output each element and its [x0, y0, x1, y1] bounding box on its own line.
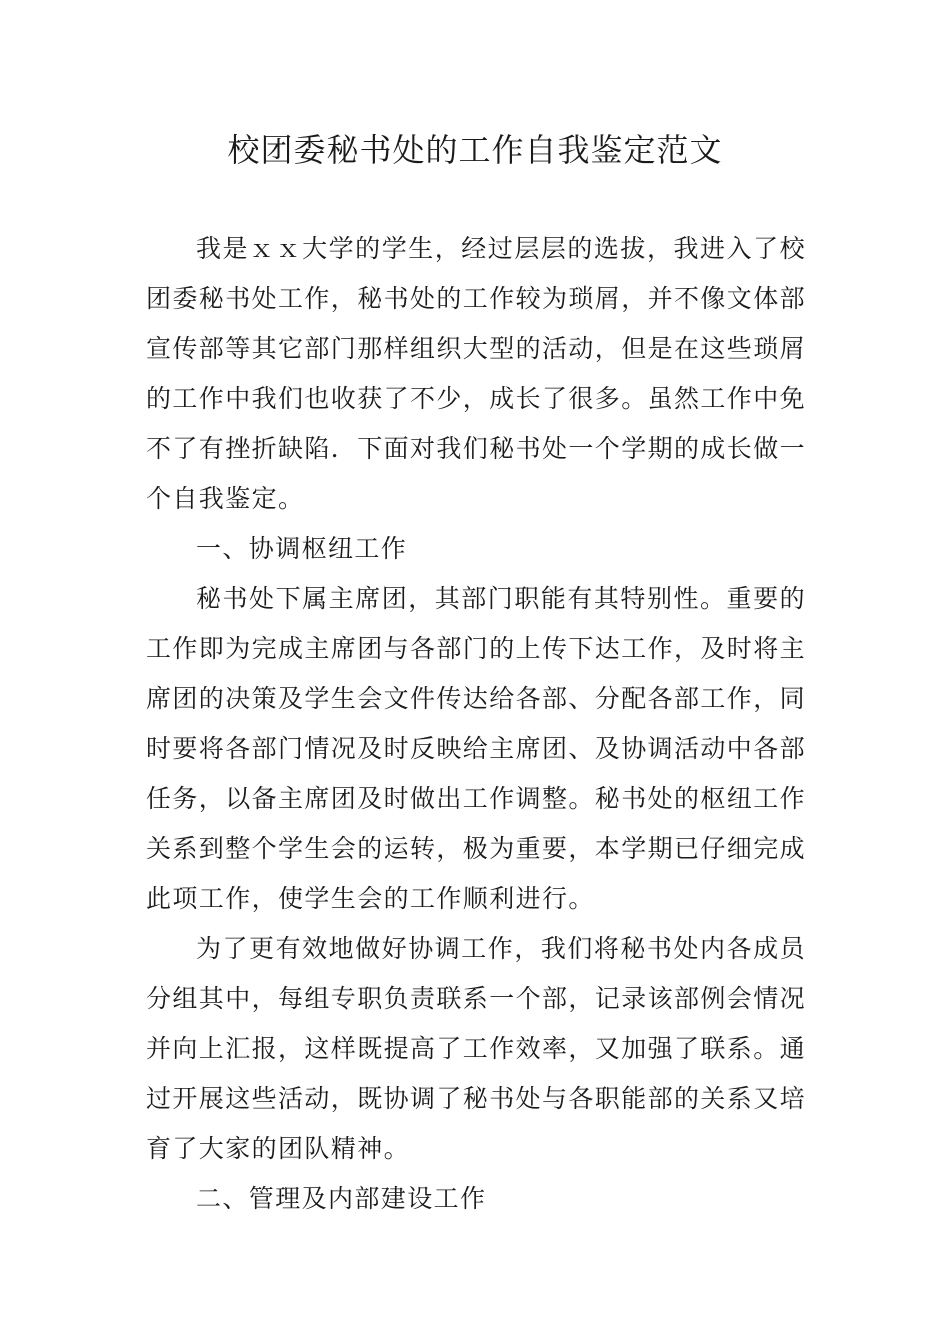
document-title: 校团委秘书处的工作自我鉴定范文 [227, 131, 723, 169]
intro-paragraph: 我是ｘｘ大学的学生，经过层层的选拔，我进入了校团委秘书处工作，秘书处的工作较为琐屑，并不像文体部宣传部等其它部门那样组织大型的活动，但是在这些琐屑的工作中我们也收获了不少，成长了很多。虽然工作中免不了有挫折缺陷．下面对我们秘书处一个学期的成长做一个自我鉴定。 [146, 234, 807, 513]
section-heading-coordination: 一、协调枢纽工作 [196, 534, 408, 563]
grouping-paragraph: 为了更有效地做好协调工作，我们将秘书处内各成员分组其中，每组专职负责联系一个部，记录该部例会情况并向上汇报，这样既提高了工作效率，又加强了联系。通过开展这些活动，既协调了秘书处与各职能部的关系又培育了大家的团队精神。 [146, 934, 807, 1163]
coordination-paragraph: 秘书处下属主席团，其部门职能有其特别性。重要的工作即为完成主席团与各部门的上传下达工作，及时将主席团的决策及学生会文件传达给各部、分配各部工作，同时要将各部门情况及时反映给主席团、及协调活动中各部任务，以备主席团及时做出工作调整。秘书处的枢纽工作关系到整个学生会的运转，极为重要，本学期已仔细完成此项工作，使学生会的工作顺利进行。 [146, 584, 807, 913]
section-heading-management: 二、管理及内部建设工作 [196, 1184, 487, 1213]
document-body [146, 224, 806, 1224]
